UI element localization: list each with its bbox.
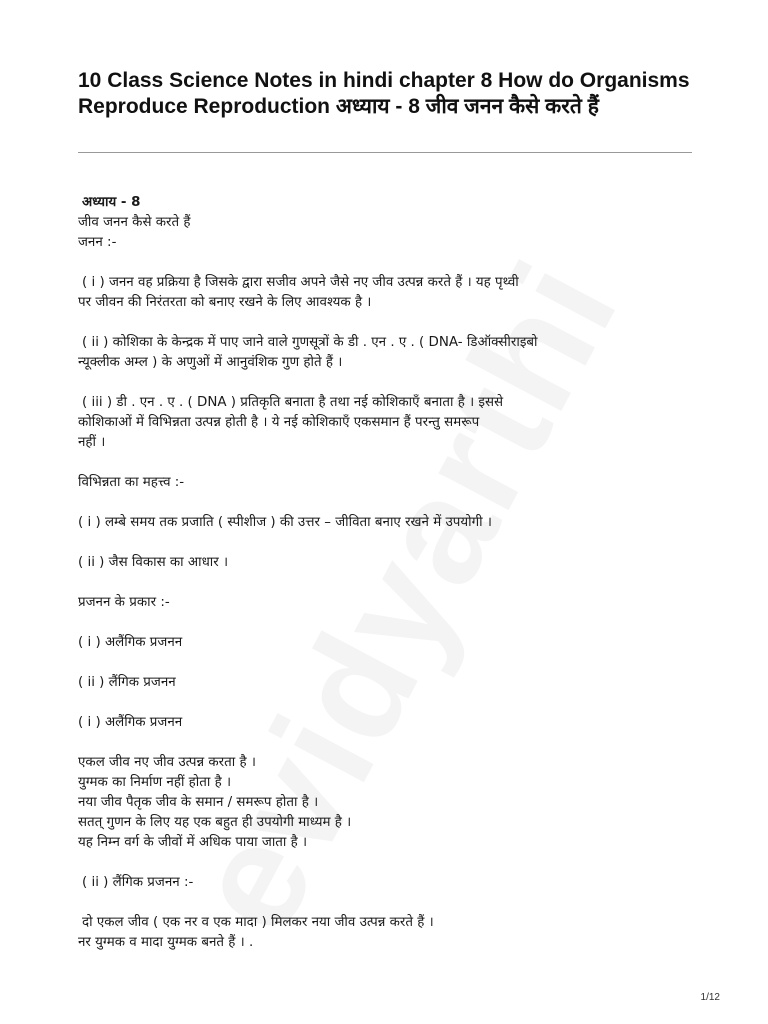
variation-item-1: ( i ) लम्बे समय तक प्रजाति ( स्पीशीज ) की उत्तर – जीविता बनाए रखने में उपयोगी ।: [78, 515, 492, 530]
paragraph-2-line-1: ( ii ) कोशिका के केन्द्रक में पाए जाने वाले गुणसूत्रों के डी . एन . ए . ( DNA- डिऑक्सीराइबो: [82, 335, 538, 350]
paragraph-1-line-2: पर जीवन की निरंतरता को बनाए रखने के लिए आवश्यक है ।: [78, 295, 372, 310]
asexual-line-2: युग्मक का निर्माण नहीं होता है ।: [78, 775, 232, 790]
section-heading-variation: विभिन्नता का महत्त्व :-: [78, 475, 185, 490]
section-heading-sexual: ( ii ) लैंगिक प्रजनन :-: [82, 875, 194, 890]
section-heading-reproduction: जनन :-: [78, 235, 117, 250]
document-title: 10 Class Science Notes in hindi chapter 8 How do Organisms Reproduce Reproduction अध्याय - 8 जीव जनन कैसे करते हैं: [78, 69, 690, 118]
paragraph-3-line-3: नहीं ।: [78, 435, 106, 450]
document-body: [78, 193, 698, 953]
chapter-heading: अध्याय - 8: [82, 195, 141, 210]
sexual-line-1: दो एकल जीव ( एक नर व एक मादा ) मिलकर नया जीव उत्पन्न करते हैं ।: [82, 915, 434, 930]
types-item-1: ( i ) अलैंगिक प्रजनन: [78, 635, 183, 650]
asexual-line-5: यह निम्न वर्ग के जीवों में अधिक पाया जाता है ।: [78, 835, 308, 850]
section-heading-asexual: ( i ) अलैंगिक प्रजनन: [78, 715, 183, 730]
chapter-subtitle: जीव जनन कैसे करते हैं: [78, 215, 191, 230]
variation-item-2: ( ii ) जैस विकास का आधार ।: [78, 555, 229, 570]
paragraph-2-line-2: न्यूक्लीक अम्ल ) के अणुओं में आनुवंशिक गुण होते हैं ।: [78, 355, 343, 370]
paragraph-3-line-1: ( iii ) डी . एन . ए . ( DNA ) प्रतिकृति बनाता है तथा नई कोशिकाएँ बनाता है । इससे: [82, 395, 504, 410]
section-heading-types: प्रजनन के प्रकार :-: [78, 595, 170, 610]
page-number: 1/12: [700, 992, 720, 1003]
types-item-2: ( ii ) लैंगिक प्रजनन: [78, 675, 176, 690]
paragraph-3-line-2: कोशिकाओं में विभिन्नता उत्पन्न होती है । ये नई कोशिकाएँ एकसमान हैं परन्तु समरूप: [78, 415, 480, 430]
asexual-line-4: सतत् गुणन के लिए यह एक बहुत ही उपयोगी माध्यम है ।: [78, 815, 352, 830]
asexual-line-3: नया जीव पैतृक जीव के समान / समरूप होता है ।: [78, 795, 319, 810]
paragraph-1-line-1: ( i ) जनन वह प्रक्रिया है जिसके द्वारा सजीव अपने जैसे नए जीव उत्पन्न करते हैं । यह पृथ्वी: [82, 275, 519, 290]
title-divider: [78, 152, 692, 153]
asexual-line-1: एकल जीव नए जीव उत्पन्न करता है ।: [78, 755, 256, 770]
sexual-line-2: नर युग्मक व मादा युग्मक बनते हैं । .: [78, 935, 254, 950]
